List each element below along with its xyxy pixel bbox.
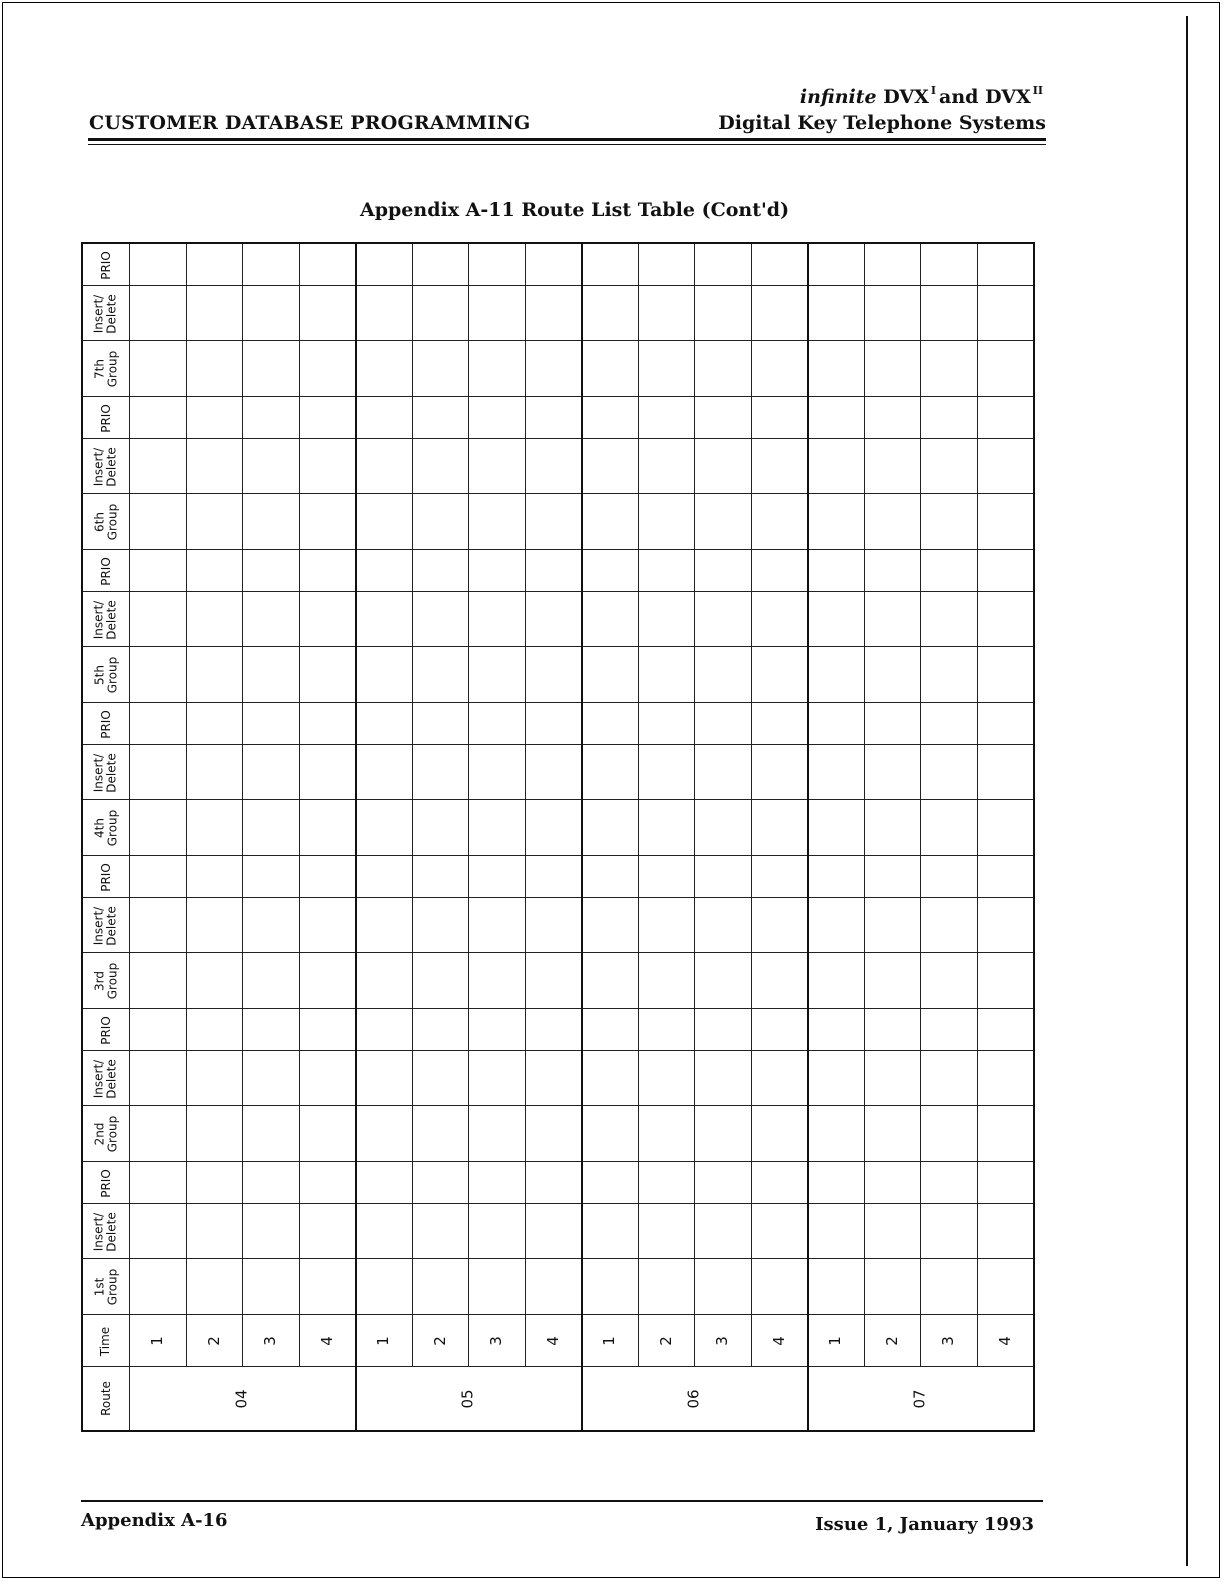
- product-title: [800, 84, 1046, 108]
- row-label: [83, 286, 129, 341]
- row-label: [83, 244, 129, 286]
- time-value: [694, 1315, 751, 1367]
- time-value: [751, 1315, 808, 1367]
- row-label-line: Delete: [105, 293, 119, 334]
- row-label: [83, 1009, 129, 1051]
- row-label-line: PRIO: [98, 403, 113, 433]
- time-value-text: 2: [430, 1336, 449, 1346]
- route-group-divider: [355, 244, 357, 1430]
- column-divider: [977, 244, 978, 1367]
- time-value: [638, 1315, 695, 1367]
- row-label: [83, 592, 129, 647]
- route-value-text: 05: [459, 1388, 477, 1409]
- row-divider: [83, 493, 1033, 494]
- row-label-line: Insert/: [92, 1212, 106, 1251]
- row-label: [83, 647, 129, 703]
- row-label-line: PRIO: [98, 250, 113, 280]
- column-divider: [864, 244, 865, 1367]
- row-label-line: PRIO: [98, 862, 113, 892]
- row-label: [83, 1051, 129, 1106]
- row-divider: [83, 438, 1033, 439]
- row-label-line: 1st: [91, 1277, 106, 1297]
- column-divider: [468, 244, 469, 1367]
- row-label-line: 7th: [91, 359, 106, 379]
- row-divider: [83, 1203, 1033, 1204]
- row-divider: [83, 340, 1033, 341]
- time-value: [186, 1315, 243, 1367]
- header-rule-thin: [88, 144, 1046, 145]
- dvx1-label: DVX: [883, 86, 929, 108]
- row-label-line: Delete: [105, 599, 119, 640]
- row-label-line: Delete: [105, 1058, 119, 1099]
- time-value: [525, 1315, 582, 1367]
- product-italic: infinite: [799, 86, 877, 108]
- route-value-text: 06: [685, 1388, 703, 1409]
- time-value-text: 2: [656, 1336, 675, 1346]
- time-value-text: 4: [769, 1336, 788, 1346]
- row-label-line: Group: [104, 1268, 119, 1306]
- row-label: [83, 1106, 129, 1162]
- row-label-line: Delete: [105, 1211, 119, 1252]
- time-value-text: 3: [713, 1336, 732, 1346]
- row-divider: [83, 1258, 1033, 1259]
- row-label-line: Insert/: [92, 906, 106, 945]
- row-label-line: Group: [104, 656, 119, 694]
- row-label-line: PRIO: [98, 1168, 113, 1198]
- row-label-line: Route: [98, 1381, 113, 1416]
- row-label-line: Insert/: [92, 294, 106, 333]
- time-value: [864, 1315, 921, 1367]
- time-value: [581, 1315, 638, 1367]
- route-value-text: 07: [911, 1388, 929, 1409]
- time-value: [412, 1315, 469, 1367]
- time-value: [920, 1315, 977, 1367]
- route-value-text: 04: [233, 1388, 251, 1409]
- row-divider: [83, 549, 1033, 550]
- row-label: [83, 439, 129, 494]
- row-label: [83, 856, 129, 898]
- route-value: [355, 1367, 581, 1430]
- row-label-line: Group: [104, 809, 119, 847]
- row-label-line: 5th: [91, 665, 106, 685]
- dvx2-label: and DVX: [939, 86, 1031, 108]
- row-label-line: Group: [104, 350, 119, 388]
- row-label: [83, 1367, 129, 1430]
- route-value: [581, 1367, 807, 1430]
- row-divider: [83, 591, 1033, 592]
- row-divider: [83, 285, 1033, 286]
- label-column-divider: [129, 244, 130, 1430]
- product-subtitle: Digital Key Telephone Systems: [718, 112, 1046, 134]
- row-label-line: Insert/: [92, 753, 106, 792]
- time-value-text: 4: [995, 1336, 1014, 1346]
- header-rule: [88, 138, 1046, 141]
- route-group-divider: [807, 244, 809, 1430]
- row-label: [83, 1162, 129, 1204]
- row-divider: [83, 897, 1033, 898]
- row-label-line: 4th: [91, 818, 106, 838]
- row-label: [83, 800, 129, 856]
- row-label-line: Insert/: [92, 447, 106, 486]
- column-divider: [412, 244, 413, 1367]
- column-divider: [751, 244, 752, 1367]
- row-label: [83, 550, 129, 592]
- row-divider: [83, 799, 1033, 800]
- time-value: [129, 1315, 186, 1367]
- row-label-line: Insert/: [92, 600, 106, 639]
- row-divider: [83, 702, 1033, 703]
- row-divider: [83, 396, 1033, 397]
- row-divider: [83, 1161, 1033, 1162]
- time-value-text: 1: [826, 1336, 845, 1346]
- row-divider: [83, 952, 1033, 953]
- time-value-text: 2: [882, 1336, 901, 1346]
- row-divider: [83, 646, 1033, 647]
- column-divider: [694, 244, 695, 1367]
- row-label: [83, 703, 129, 745]
- route-list-table: [81, 242, 1035, 1432]
- row-label-line: 6th: [91, 512, 106, 532]
- column-divider: [638, 244, 639, 1367]
- time-value-text: 2: [204, 1336, 223, 1346]
- time-value: [355, 1315, 412, 1367]
- footer-issue-label: Issue 1, January 1993: [815, 1514, 1034, 1535]
- row-label-line: PRIO: [98, 709, 113, 739]
- column-divider: [525, 244, 526, 1367]
- row-divider: [83, 1105, 1033, 1106]
- row-label-line: Delete: [105, 446, 119, 487]
- footer-page-label: Appendix A-16: [81, 1510, 228, 1531]
- row-label: [83, 898, 129, 953]
- row-divider: [83, 744, 1033, 745]
- row-label-line: Delete: [105, 752, 119, 793]
- row-label-line: Group: [104, 503, 119, 541]
- row-label: [83, 1204, 129, 1259]
- time-value-text: 4: [543, 1336, 562, 1346]
- time-value-text: 3: [261, 1336, 280, 1346]
- time-value: [807, 1315, 864, 1367]
- dvx1-sup: I: [930, 84, 937, 97]
- time-value-text: 3: [939, 1336, 958, 1346]
- column-divider: [299, 244, 300, 1367]
- footer-rule: [81, 1500, 1043, 1502]
- route-value: [129, 1367, 355, 1430]
- column-divider: [242, 244, 243, 1367]
- table-title: Appendix A-11 Route List Table (Cont'd): [360, 199, 790, 221]
- row-label-line: Group: [104, 1115, 119, 1153]
- route-group-divider: [581, 244, 583, 1430]
- row-label-line: PRIO: [98, 556, 113, 586]
- time-value: [242, 1315, 299, 1367]
- time-value-text: 1: [148, 1336, 167, 1346]
- row-label: [83, 953, 129, 1009]
- time-value: [299, 1315, 356, 1367]
- column-divider: [186, 244, 187, 1367]
- route-value: [807, 1367, 1033, 1430]
- row-label: [83, 494, 129, 550]
- row-label-line: Group: [104, 962, 119, 1000]
- row-label: [83, 745, 129, 800]
- time-value: [468, 1315, 525, 1367]
- row-label-line: PRIO: [98, 1015, 113, 1045]
- row-label: [83, 1315, 129, 1367]
- row-label-line: 3rd: [91, 971, 106, 991]
- row-divider: [83, 855, 1033, 856]
- column-divider: [920, 244, 921, 1367]
- section-title: CUSTOMER DATABASE PROGRAMMING: [89, 112, 531, 134]
- row-divider: [83, 1050, 1033, 1051]
- time-value-text: 1: [374, 1336, 393, 1346]
- dvx2-sup: II: [1032, 84, 1043, 97]
- row-label: [83, 341, 129, 397]
- row-label-line: Delete: [105, 905, 119, 946]
- row-divider: [83, 1008, 1033, 1009]
- row-label-line: 2nd: [91, 1122, 106, 1146]
- row-label-line: Time: [98, 1326, 113, 1356]
- time-value: [977, 1315, 1034, 1367]
- time-value-text: 4: [317, 1336, 336, 1346]
- margin-rule: [1186, 16, 1188, 1566]
- row-label: [83, 1259, 129, 1315]
- row-label: [83, 397, 129, 439]
- time-value-text: 3: [487, 1336, 506, 1346]
- row-label-line: Insert/: [92, 1059, 106, 1098]
- time-value-text: 1: [600, 1336, 619, 1346]
